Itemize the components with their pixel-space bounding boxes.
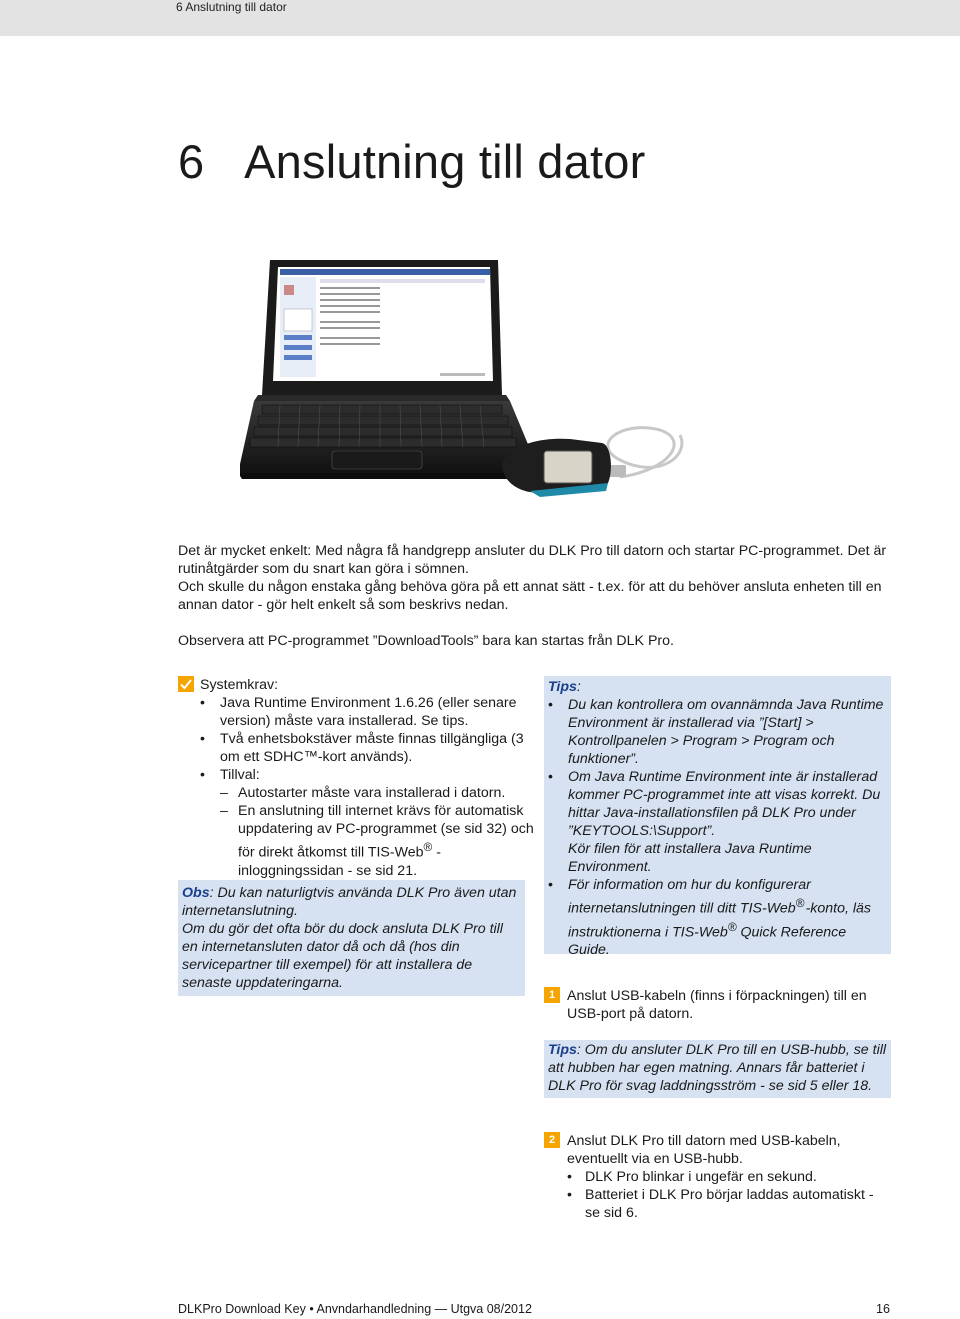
- running-header: 6 Anslutning till dator: [176, 0, 287, 14]
- intro-paragraph-1: Det är mycket enkelt: Med några få handgrepp ansluter du DLK Pro till datorn och startar PC-programmet. Det är rutinåtgärder som du snart kan göra i sömnen.: [178, 543, 887, 577]
- page-header-bar: [0, 0, 960, 36]
- tips-label: Tips: [548, 679, 577, 695]
- step-2-number-badge: 2: [544, 1132, 560, 1148]
- touchpad: [332, 451, 422, 469]
- intro-paragraph-2: Och skulle du någon enstaka gång behöva göra på ett annat sätt - t.ex. för att du behöver ansluta enheten till en annan dator - gör helt enkelt så som beskrivs nedan.: [178, 579, 882, 613]
- system-requirements-list: [200, 694, 535, 880]
- step-1-number-badge: 1: [544, 987, 560, 1003]
- step-2-block: [567, 1132, 887, 1222]
- list-item: • Tillval: – Autostarter måste vara installerad i datorn. – En anslutning till internet krävs för automatisk uppdatering av PC-programmet (se sid 32) och för direkt åtkomst till TIS-Web® -inloggningssidan - se sid 21.: [200, 767, 534, 879]
- step-1-text: Anslut USB-kabeln (finns i förpackningen) till en USB-port på datorn.: [567, 988, 867, 1022]
- tip-item: • För information om hur du konfigurerar internetanslutningen till ditt TIS-Web® -konto, läs instruktionerna i TIS-Web® Quick Reference Guide.: [548, 877, 872, 959]
- chapter-title: 6 Anslutning till dator: [178, 135, 646, 188]
- laptop-with-dlk-pro-illustration: [240, 255, 700, 505]
- tip-item: • Om Java Runtime Environment inte är installerad kommer PC-programmet inte att visas korrekt. Du hittar Java-installationsfilen på DLK Pro under ”KEYTOOLS:\Support”. Kör filen för att installera Java Runtime Environment.: [548, 769, 881, 875]
- sub-list-item: – En anslutning till internet krävs för automatisk uppdatering av PC-programmet (se sid 32) och för direkt åtkomst till TIS-Web® -inloggningssidan - se sid 21.: [220, 803, 534, 879]
- list-item: • Batteriet i DLK Pro börjar laddas automatiskt - se sid 6.: [567, 1187, 874, 1221]
- intro-paragraph-3: Observera att PC-programmet ”DownloadTools” bara kan startas från DLK Pro.: [178, 633, 674, 649]
- sub-list-item: – Autostarter måste vara installerad i datorn.: [220, 785, 506, 801]
- tip-2-text: Tips: Om du ansluter DLK Pro till en USB-hubb, se till att hubben har egen matning. Annars får batteriet i DLK Pro för svag laddningsström - se sid 5 eller 18.: [548, 1042, 887, 1094]
- page-number: 16: [876, 1302, 890, 1316]
- tip-item: • Du kan kontrollera om ovannämnda Java Runtime Environment är installerad via ”[Start] > Kontrollpanelen > Program > Program och funktioner”.: [548, 697, 884, 767]
- tips-content: Tips: • Du kan kontrollera om ovannämnda Java Runtime Environment är installerad via ”[Start] > Kontrollpanelen > Program > Program och funktioner”. • Om Java Runtime Environment inte är installerad kommer PC-programmet inte att visas korrekt. Du hittar Java-installationsfilen på DLK Pro under ”KEYTOOLS:\Support”. Kör filen för att installera Java Runtime Environment. • För information om hur du konfigurerar internetanslutningen till ditt TIS-Web® -konto, läs instruktionerna i TIS-Web® Quick Reference Guide.: [548, 678, 888, 959]
- list-item: • Två enhetsbokstäver måste finnas tillgängliga (3 om ett SDHC™-kort används).: [200, 731, 524, 765]
- list-item: • DLK Pro blinkar i ungefär en sekund.: [567, 1169, 817, 1185]
- step-2-text: Anslut DLK Pro till datorn med USB-kabeln, eventuellt via en USB-hubb.: [567, 1133, 841, 1167]
- checkmark-icon: [178, 676, 194, 692]
- list-item: • Java Runtime Environment 1.6.26 (eller senare version) måste vara installerad. Se tips.: [200, 695, 517, 729]
- dlk-pro-display: [544, 451, 592, 483]
- note-text: Obs: Du kan naturligtvis använda DLK Pro även utan internetanslutning. Om du gör det ofta bör du dock ansluta DLK Pro till en internetansluten dator då och då (hos din servicepartner till exempel) för att installera de senaste uppdateringarna.: [182, 885, 517, 991]
- system-requirements-label: Systemkrav:: [200, 677, 279, 693]
- footer-document-title: DLKPro Download Key • Anvndarhandledning — Utgva 08/2012: [178, 1302, 532, 1316]
